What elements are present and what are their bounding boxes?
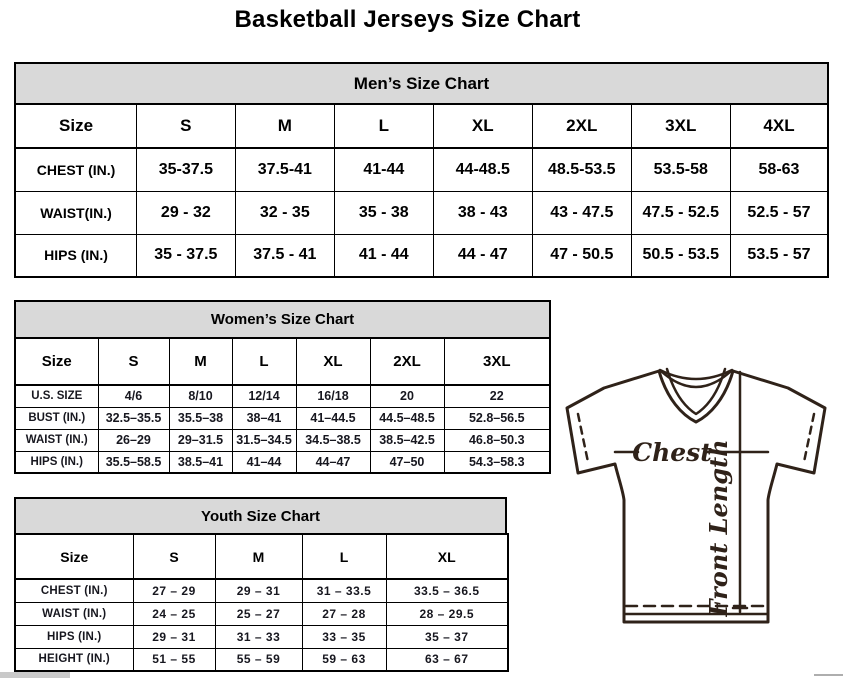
size-label-header: Size — [15, 104, 137, 148]
measurement-value: 35-37.5 — [137, 148, 235, 191]
size-column-header: XL — [433, 104, 532, 148]
measurement-value: 41 - 44 — [335, 234, 433, 277]
measurement-value: 52.5 - 57 — [731, 191, 829, 234]
size-column-header: M — [235, 104, 334, 148]
measurement-value: 35 – 37 — [386, 625, 508, 648]
measurement-value: 50.5 - 53.5 — [631, 234, 730, 277]
front-length-label: Front Length — [704, 439, 733, 617]
measurement-value: 63 – 67 — [386, 648, 508, 671]
table-row — [15, 648, 508, 671]
measurement-label: U.S. SIZE — [15, 385, 98, 407]
measurement-value: 37.5-41 — [235, 148, 334, 191]
measurement-value: 8/10 — [169, 385, 232, 407]
size-label-header: Size — [15, 534, 133, 579]
size-header-row — [15, 534, 508, 579]
measurement-value: 38 - 43 — [433, 191, 532, 234]
measurement-value: 20 — [370, 385, 444, 407]
measurement-value: 44–47 — [296, 451, 370, 473]
table-row — [15, 579, 508, 602]
size-column-header: 3XL — [444, 338, 550, 385]
measurement-label: HIPS (IN.) — [15, 625, 133, 648]
size-column-header: M — [169, 338, 232, 385]
mens-size-table — [14, 103, 829, 278]
measurement-value: 43 - 47.5 — [533, 191, 631, 234]
size-column-header: 4XL — [731, 104, 829, 148]
measurement-value: 12/14 — [232, 385, 296, 407]
measurement-value: 35.5–38 — [169, 407, 232, 429]
measurement-value: 44-48.5 — [433, 148, 532, 191]
right-sleeve-stitch-dashes — [804, 414, 814, 462]
table-row — [15, 148, 828, 191]
measurement-value: 22 — [444, 385, 550, 407]
horizontal-scrollbar-track-fragment — [814, 674, 843, 676]
size-column-header: S — [98, 338, 169, 385]
table-row — [15, 234, 828, 277]
measurement-value: 28 – 29.5 — [386, 602, 508, 625]
measurement-value: 31 – 33.5 — [302, 579, 386, 602]
table-row — [15, 451, 550, 473]
measurement-value: 26–29 — [98, 429, 169, 451]
measurement-value: 33.5 – 36.5 — [386, 579, 508, 602]
table-row — [15, 625, 508, 648]
jersey-measurement-diagram — [556, 360, 838, 627]
measurement-label: HIPS (IN.) — [15, 234, 137, 277]
measurement-label: WAIST(IN.) — [15, 191, 137, 234]
measurement-value: 38.5–41 — [169, 451, 232, 473]
measurement-value: 37.5 - 41 — [235, 234, 334, 277]
measurement-value: 31.5–34.5 — [232, 429, 296, 451]
measurement-value: 53.5 - 57 — [731, 234, 829, 277]
measurement-value: 38.5–42.5 — [370, 429, 444, 451]
measurement-value: 41–44.5 — [296, 407, 370, 429]
mens-size-chart-section — [14, 62, 829, 278]
measurement-value: 47–50 — [370, 451, 444, 473]
mens-chart-title: Men’s Size Chart — [14, 62, 829, 103]
table-row — [15, 385, 550, 407]
measurement-label: WAIST (IN.) — [15, 429, 98, 451]
measurement-value: 27 – 29 — [133, 579, 215, 602]
measurement-value: 47.5 - 52.5 — [631, 191, 730, 234]
measurement-label: BUST (IN.) — [15, 407, 98, 429]
measurement-value: 29 – 31 — [215, 579, 302, 602]
size-column-header: L — [232, 338, 296, 385]
measurement-label: HEIGHT (IN.) — [15, 648, 133, 671]
measurement-value: 44.5–48.5 — [370, 407, 444, 429]
measurement-value: 35 - 38 — [335, 191, 433, 234]
youth-chart-title: Youth Size Chart — [14, 497, 507, 533]
measurement-value: 33 – 35 — [302, 625, 386, 648]
measurement-label: CHEST (IN.) — [15, 148, 137, 191]
measurement-label: HIPS (IN.) — [15, 451, 98, 473]
measurement-value: 29 – 31 — [133, 625, 215, 648]
chest-label: Chest — [632, 438, 712, 467]
size-column-header: 2XL — [370, 338, 444, 385]
size-column-header: XL — [386, 534, 508, 579]
jersey-outline — [567, 371, 825, 622]
measurement-value: 38–41 — [232, 407, 296, 429]
table-row — [15, 602, 508, 625]
size-label-header: Size — [15, 338, 98, 385]
size-column-header: L — [302, 534, 386, 579]
measurement-value: 16/18 — [296, 385, 370, 407]
measurement-value: 29–31.5 — [169, 429, 232, 451]
measurement-value: 24 – 25 — [133, 602, 215, 625]
measurement-value: 44 - 47 — [433, 234, 532, 277]
measurement-value: 32 - 35 — [235, 191, 334, 234]
measurement-value: 59 – 63 — [302, 648, 386, 671]
measurement-value: 51 – 55 — [133, 648, 215, 671]
measurement-value: 34.5–38.5 — [296, 429, 370, 451]
womens-chart-title: Women’s Size Chart — [14, 300, 551, 337]
size-column-header: 3XL — [631, 104, 730, 148]
size-column-header: S — [133, 534, 215, 579]
measurement-value: 35 - 37.5 — [137, 234, 235, 277]
table-row — [15, 191, 828, 234]
size-header-row — [15, 104, 828, 148]
measurement-value: 41-44 — [335, 148, 433, 191]
womens-size-chart-section — [14, 300, 551, 474]
table-row — [15, 407, 550, 429]
measurement-value: 27 – 28 — [302, 602, 386, 625]
measurement-label: WAIST (IN.) — [15, 602, 133, 625]
size-column-header: 2XL — [533, 104, 631, 148]
womens-size-table — [14, 337, 551, 474]
measurement-value: 46.8–50.3 — [444, 429, 550, 451]
youth-size-chart-section — [14, 497, 507, 672]
measurement-value: 52.8–56.5 — [444, 407, 550, 429]
size-column-header: M — [215, 534, 302, 579]
measurement-value: 32.5–35.5 — [98, 407, 169, 429]
measurement-value: 31 – 33 — [215, 625, 302, 648]
measurement-label: CHEST (IN.) — [15, 579, 133, 602]
measurement-value: 4/6 — [98, 385, 169, 407]
table-row — [15, 429, 550, 451]
measurement-value: 55 – 59 — [215, 648, 302, 671]
measurement-value: 53.5-58 — [631, 148, 730, 191]
measurement-value: 48.5-53.5 — [533, 148, 631, 191]
left-sleeve-stitch-dashes — [578, 414, 588, 462]
measurement-value: 47 - 50.5 — [533, 234, 631, 277]
size-column-header: L — [335, 104, 433, 148]
measurement-value: 58-63 — [731, 148, 829, 191]
page-title: Basketball Jerseys Size Chart — [234, 6, 581, 33]
measurement-value: 29 - 32 — [137, 191, 235, 234]
measurement-value: 25 – 27 — [215, 602, 302, 625]
youth-size-table — [14, 533, 509, 672]
size-column-header: S — [137, 104, 235, 148]
horizontal-scrollbar-thumb[interactable] — [0, 672, 70, 678]
measurement-value: 54.3–58.3 — [444, 451, 550, 473]
measurement-value: 35.5–58.5 — [98, 451, 169, 473]
size-header-row — [15, 338, 550, 385]
measurement-value: 41–44 — [232, 451, 296, 473]
size-column-header: XL — [296, 338, 370, 385]
